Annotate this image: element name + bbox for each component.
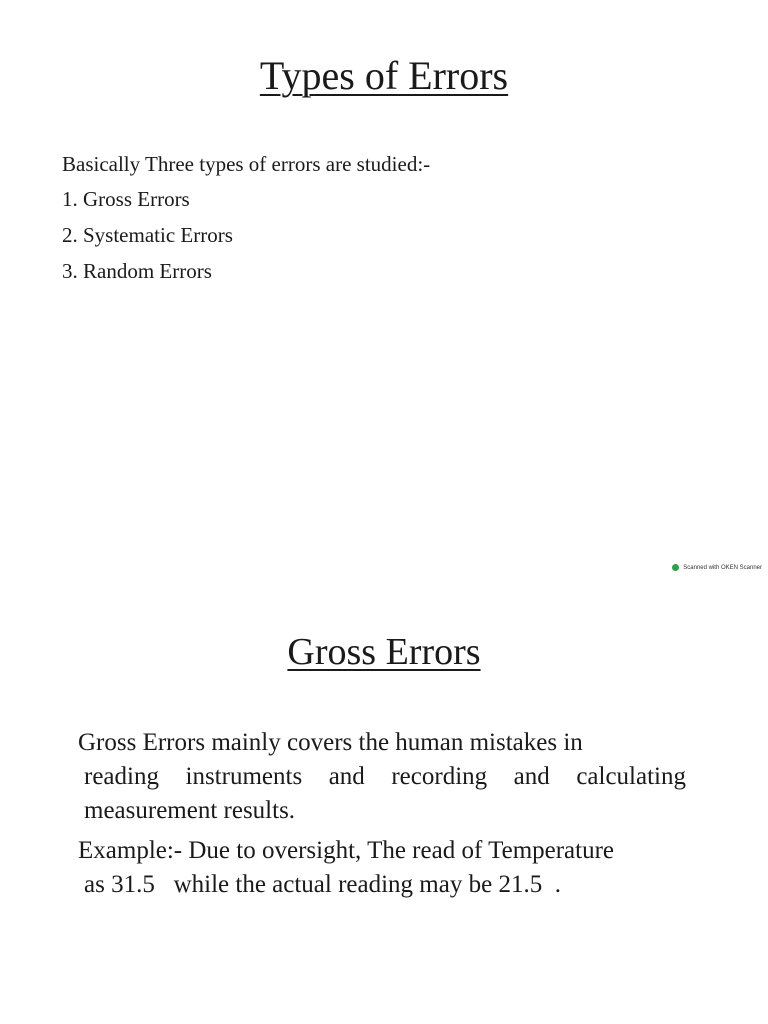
paragraph-line: Gross Errors mainly covers the human mistakes in [78,729,583,756]
paragraph-line: reading instruments and recording and calculating [84,763,686,790]
slide-title: Gross Errors [287,631,481,673]
paragraph-line: measurement results. [84,797,296,824]
scanner-watermark [672,564,762,571]
error-types-list [62,185,233,293]
example-paragraph [78,834,614,902]
list-item: 3. Random Errors [62,259,212,283]
paragraph-line: as 31.5 while the actual reading may be 21.5 . [84,871,561,898]
list-item: 1. Gross Errors [62,187,190,211]
list-item: 2. Systematic Errors [62,223,233,247]
intro-text: Basically Three types of errors are studied:- [62,152,431,176]
scanner-logo-icon [672,564,679,571]
slide-gross-errors [0,588,768,1024]
definition-paragraph [78,726,686,828]
slide-title: Types of Errors [259,53,509,98]
watermark-text: Scanned with OKEN Scanner [683,564,762,571]
paragraph-line: Example:- Due to oversight, The read of Temperature [78,837,615,864]
